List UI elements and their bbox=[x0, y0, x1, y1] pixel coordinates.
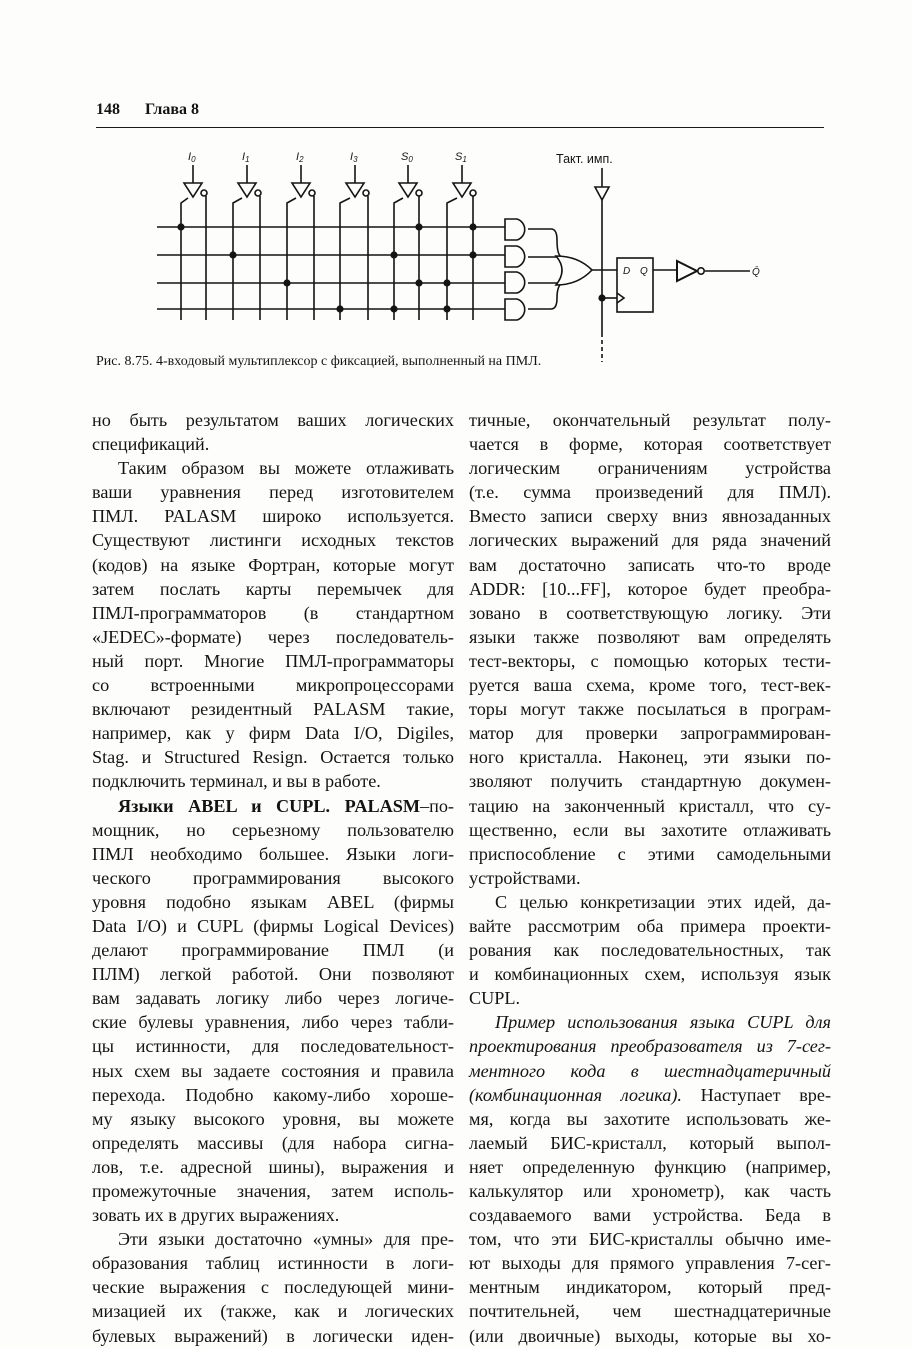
figure-8-75 bbox=[150, 140, 790, 365]
label-s0: S0 bbox=[401, 151, 413, 164]
text-line: определять массивы (для набора сигна- bbox=[92, 1132, 454, 1153]
text-line: ADDR: [10...FF], которое будет преобра- bbox=[469, 578, 831, 599]
chapter-title: Глава 8 bbox=[145, 101, 199, 118]
text-line: лаемый БИС-кристалл, который выпол- bbox=[469, 1132, 831, 1153]
text-line: ПМЛ-программаторов (в стандартном bbox=[92, 602, 454, 623]
text-line: Stag. и Structured Resign. Остается только bbox=[92, 747, 454, 768]
right-text-column bbox=[469, 408, 831, 1348]
text-line: чается в форме, которая соответствует bbox=[469, 434, 831, 455]
label-s1: S1 bbox=[455, 151, 467, 164]
text-line: ный порт. Многие ПМЛ-программаторы bbox=[92, 650, 454, 671]
text-line: CUPL. bbox=[469, 988, 521, 1009]
text-line: ПМЛ необходимо большее. Языки логи- bbox=[92, 843, 454, 864]
text-line: ют выходы для прямого управления 7-сег- bbox=[469, 1253, 831, 1274]
text-line: ПЛМ) легкой работой. Они позволяют bbox=[92, 964, 454, 985]
text-line: калькулятор или хронометр), как часть bbox=[469, 1181, 831, 1201]
text-line: логических выражений для ряда значений bbox=[469, 530, 831, 551]
text-line: но быть результатом ваших логических bbox=[92, 410, 454, 430]
label-d: D bbox=[623, 266, 631, 277]
label-q: Q bbox=[640, 266, 648, 277]
text-line: Data I/O) и CUPL (фирмы Logical Devices) bbox=[92, 915, 454, 936]
and-gates-icon bbox=[505, 219, 525, 320]
label-i0: I0 bbox=[188, 151, 196, 164]
label-i1: I1 bbox=[242, 151, 250, 164]
left-text-column bbox=[92, 408, 454, 1348]
text-line: тацию на законченный кристалл, что су- bbox=[469, 795, 831, 816]
text-line: рования как последовательностных, так bbox=[469, 940, 831, 961]
text-line: ПМЛ. PALASM широко используется. bbox=[92, 506, 454, 527]
text-line: Существуют листинги исходных текстов bbox=[92, 530, 454, 551]
text-line: зовано в соответствующую логику. Эти bbox=[469, 602, 831, 623]
text-line: промежуточные значения, затем исполь- bbox=[92, 1181, 454, 1201]
text-line: Пример использования языка CUPL для bbox=[495, 1012, 831, 1033]
text-line: Эти языки достаточно «умны» для пре- bbox=[118, 1229, 454, 1250]
text-line: (т.е. сумма произведений для ПМЛ). bbox=[469, 482, 831, 503]
text-line: логическим ограничениям устройства bbox=[469, 458, 831, 479]
text-line: тест-векторы, с помощью которых тести- bbox=[469, 650, 831, 671]
text-line: например, как у фирм Data I/O, Digiles, bbox=[92, 723, 454, 744]
text-line: ментным индикатором, который пред- bbox=[469, 1277, 831, 1298]
text-line: зволяют получить стандартную докумен- bbox=[469, 771, 831, 792]
label-i2: I2 bbox=[296, 151, 304, 164]
text-line: няет определенную функцию (например, bbox=[469, 1156, 831, 1177]
text-line: ские булевы уравнения, либо через табли- bbox=[92, 1012, 454, 1033]
running-header bbox=[96, 101, 824, 128]
input-buffer-s1-icon bbox=[447, 165, 476, 320]
text-line: образования таблиц истинности в логи- bbox=[92, 1253, 454, 1274]
text-line: спецификаций. bbox=[92, 434, 210, 455]
input-buffer-i1-icon bbox=[233, 165, 261, 320]
text-line: зовать их в других выражениях. bbox=[92, 1205, 340, 1226]
clock-label: Такт. имп. bbox=[556, 152, 613, 166]
text-line: ваши уравнения перед изготовителем bbox=[92, 482, 454, 503]
text-line: (комбинационная логика). Наступает вре- bbox=[469, 1084, 831, 1105]
input-buffer-i2-icon bbox=[287, 165, 315, 320]
text-line: «JEDEC»-формате) через последователь- bbox=[92, 626, 454, 647]
text-line: ческие выражения с последующей мини- bbox=[92, 1277, 454, 1298]
text-line: вам достаточно записать что-то вроде bbox=[469, 554, 831, 575]
text-line: создаваемого вами устройства. Беда в bbox=[469, 1205, 831, 1226]
text-line: С целью конкретизации этих идей, да- bbox=[495, 891, 831, 912]
input-buffer-i3-icon bbox=[340, 165, 369, 320]
text-line: устройствами. bbox=[469, 867, 581, 888]
text-line: том, что эти БИС-кристаллы обычно име- bbox=[469, 1229, 831, 1250]
text-line: ного кристалла. Наконец, эти языки по- bbox=[469, 747, 831, 768]
text-line: Вместо записи сверху вниз явнозаданных bbox=[469, 506, 831, 527]
text-line: подключить терминал, и вы в работе. bbox=[92, 771, 381, 792]
text-line: вайте рассмотрим оба примера проекти- bbox=[469, 915, 831, 936]
label-i3: I3 bbox=[350, 151, 358, 164]
text-line: цы истинности, для последовательност- bbox=[92, 1036, 454, 1057]
text-line: приспособление с этими самодельными bbox=[469, 843, 831, 864]
text-line: мя, когда вы захотите использовать же- bbox=[469, 1108, 831, 1129]
figure-caption: Рис. 8.75. 4-входовый мультиплексор с фиксацией, выполненный на ПМЛ. bbox=[96, 354, 542, 369]
text-line: языки также позволяют вам определять bbox=[469, 626, 831, 647]
text-line: перехода. Подобно какому-либо хороше- bbox=[92, 1084, 454, 1105]
text-line: руется ваша схема, кроме того, тест-век- bbox=[469, 675, 831, 696]
fuse-connection-dots bbox=[177, 223, 476, 312]
text-line: проектирования преобразователя из 7-сег- bbox=[469, 1036, 831, 1057]
text-line: лов, т.е. адресной шины), выражения и bbox=[92, 1156, 454, 1177]
label-q-bar: Q̄ bbox=[752, 267, 760, 278]
text-line: вам задавать логику либо через логиче- bbox=[92, 988, 454, 1009]
text-line: ных схем вы задаете состояния и правила bbox=[92, 1060, 454, 1081]
text-line: ческого программирования высокого bbox=[92, 867, 454, 888]
text-line: (или двоичные) выходы, которые вы хо- bbox=[469, 1325, 831, 1346]
text-line: му языку высокого уровня, вы можете bbox=[92, 1108, 454, 1129]
text-line: ментного кода в шестнадцатеричный bbox=[469, 1060, 831, 1081]
text-line: (кодов) на языке Фортран, которые могут bbox=[92, 554, 454, 575]
text-line: включают резидентный PALASM такие, bbox=[92, 699, 454, 720]
input-buffer-s0-icon bbox=[394, 165, 422, 320]
text-line: со встроенными микропроцессорами bbox=[92, 675, 454, 696]
text-line: Таким образом вы можете отлаживать bbox=[118, 458, 454, 479]
text-line: делают программирование ПМЛ (и bbox=[92, 940, 454, 961]
text-line: булевых выражений) в логически иден- bbox=[92, 1325, 454, 1346]
text-line: тичные, окончательный результат полу- bbox=[469, 410, 831, 430]
text-line: Языки ABEL и CUPL. PALASM–по- bbox=[118, 795, 454, 816]
text-line: и комбинационных схем, используя язык bbox=[469, 964, 831, 985]
text-line: затем послать карты перемычек для bbox=[92, 578, 454, 599]
text-line: торы могут также посылаться в програм- bbox=[469, 699, 831, 720]
input-buffer-i0-icon bbox=[181, 165, 207, 320]
multiplexer-circuit-diagram bbox=[150, 140, 790, 365]
text-line: почтительней, чем шестнадцатеричные bbox=[469, 1301, 831, 1322]
text-line: мизацией их (также, как и логических bbox=[92, 1301, 454, 1322]
text-line: матор для проверки запрограммирован- bbox=[469, 723, 831, 744]
text-line: щественно, если вы захотите отлаживать bbox=[469, 819, 831, 840]
text-line: уровня подобно языкам ABEL (фирмы bbox=[92, 891, 454, 912]
page-number: 148 bbox=[96, 101, 120, 118]
text-line: мощник, но серьезному пользователю bbox=[92, 819, 454, 840]
